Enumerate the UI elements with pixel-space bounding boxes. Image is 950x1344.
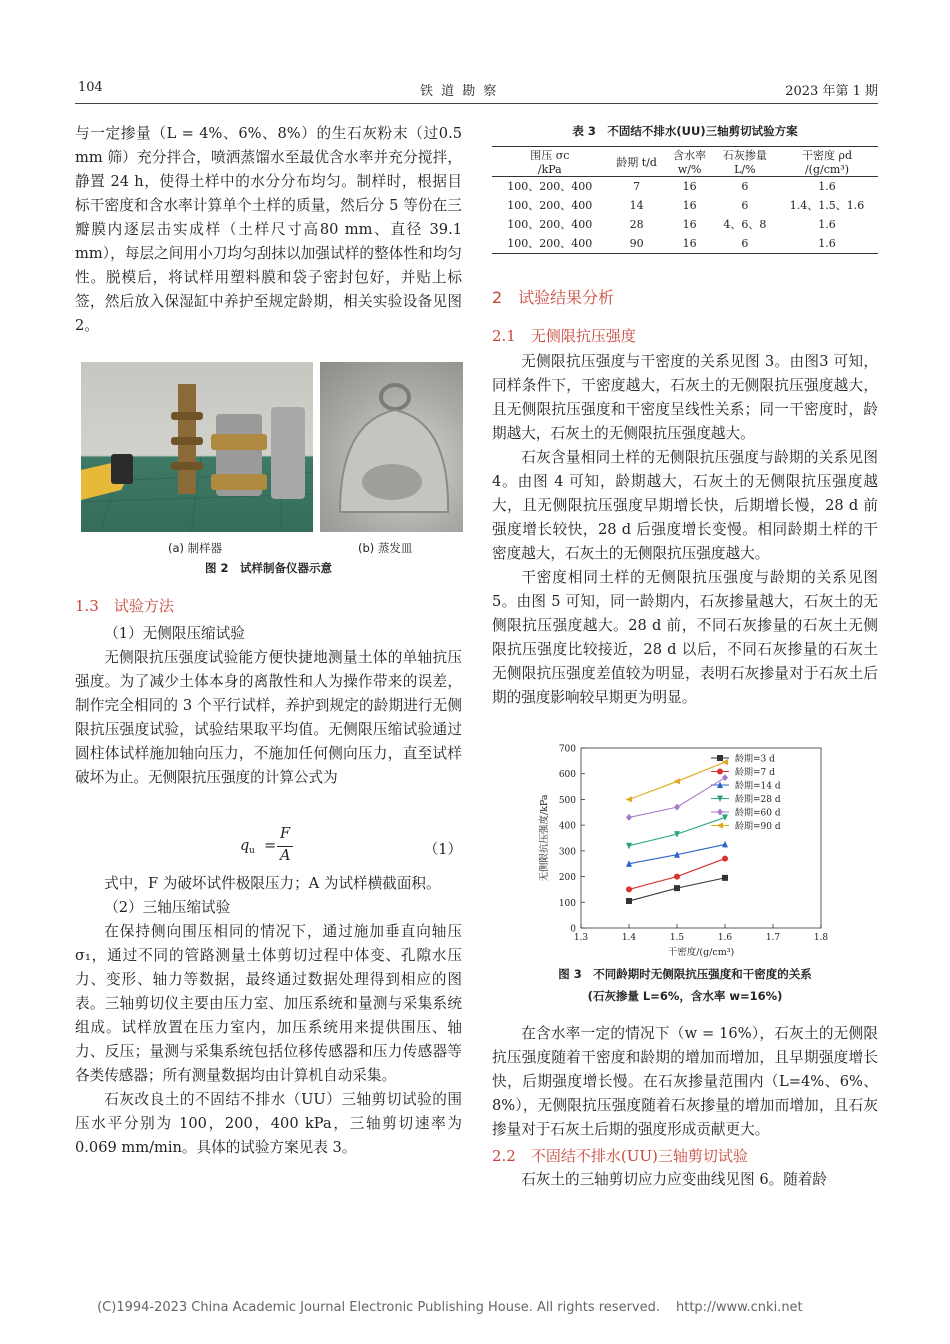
data-point <box>722 875 728 881</box>
data-point <box>717 755 723 761</box>
right-paragraph-2: 石灰含量相同土样的无侧限抗压强度与龄期的关系见图 4。由图 4 可知，龄期越大，石灰土的无侧限抗压强度越大，且无侧限抗压强度早期增长快，后期增长慢，28 d 前强度增长较快，28 d 后强度增长变慢。相同龄期土样的干密度越大，石灰土的无侧限抗压强度越大。 <box>492 449 878 562</box>
eq-numerator: F <box>280 826 291 842</box>
table-row: 100、200、400 90 16 6 1.6 <box>492 234 878 254</box>
fig2-caption: 图 2 试样制备仪器示意 <box>204 561 332 575</box>
fig3-caption-line1: 图 3 不同龄期时无侧限抗压强度和干密度的关系 <box>558 967 812 981</box>
eq-subscript: u <box>249 846 255 856</box>
data-point <box>626 814 632 821</box>
page-number: 104 <box>78 80 103 95</box>
fig2-label-a: (a) 制样器 <box>168 541 223 555</box>
evaporating-dish-illustration <box>320 362 463 532</box>
data-point <box>674 874 680 880</box>
x-axis-label: 干密度/(g/cm³) <box>667 947 735 958</box>
table3-header: 围压 σc /kPa <box>530 149 570 176</box>
legend-label: 龄期=90 d <box>735 822 781 832</box>
left-paragraph-4: 在保持侧向围压相同的情况下，通过施加垂直向轴压 σ₁，通过不同的管路测量土体剪切过程中体变、孔隙水压力、变形、轴力等数据，最终通过数据处理得到相应的图表。三轴剪切仪主要由压力室、加压系统和量测与采集系统组成。试样放置在压力室内，加压系统用来提供围压、轴力、反压；量测与采集系统包括位移传感器和压力传感器等各类传感器；所有测量数据均由计算机自动采集。 <box>75 923 462 1084</box>
eq-denominator: A <box>280 848 291 864</box>
legend-label: 龄期=7 d <box>735 768 775 778</box>
left-column <box>75 122 462 338</box>
x-tick-label: 1.8 <box>813 933 829 943</box>
eq-equals: = <box>264 838 277 854</box>
issue-label: 2023 年第 1 期 <box>785 84 878 99</box>
y-tick-label: 300 <box>558 847 576 858</box>
right-paragraph-1: 无侧限抗压强度与干密度的关系见图 3。由图3 可知，同样条件下，干密度越大，石灰土的无侧限抗压强度越大，且无侧限抗压强度和干密度呈线性关系；同一干密度时，龄期越大，石灰土的无侧限抗压强度越大。 <box>492 353 878 442</box>
fig2-label-b: (b) 蒸发皿 <box>358 541 413 555</box>
eq-fraction-bar <box>277 846 293 847</box>
right-column <box>492 286 878 710</box>
left-paragraph-2: 无侧限抗压强度试验能方便快捷地测量土体的单轴抗压强度。为了减少土体本身的离散性和人为操作带来的误差，制作完全相同的 3 个平行试样，养护到规定的龄期进行无侧限抗压强度试验，试验结果取平均值。无侧限压缩试验通过圆柱体试样施加轴向压力，不施加任何侧向压力，直至试样破坏为止。无侧限抗压强度的计算公式为 <box>75 649 462 786</box>
data-point <box>626 843 632 850</box>
legend-label: 龄期=3 d <box>735 754 775 765</box>
subheading-triaxial: （2）三轴压缩试验 <box>104 899 231 916</box>
left-paragraph-1: 与一定掺量（L = 4%、6%、8%）的生石灰粉末（过0.5 mm 筛）充分拌合，喷洒蒸馏水至最优含水率并充分搅拌，静置 24 h，使得土样中的水分分布均匀。制样时，根据目标干密度和含水率计算单个土样的质量，然后分 5 等份在三瓣膜内逐层击实成样（土样尺寸高80 mm、直径 39.1 mm），每层之间用小刀均匀刮抹以加强试样的整体性和均匀性。脱模后，将试样用塑料膜和袋子密封包好，并贴上标签，然后放入保湿缸中养护至规定龄期，相关实验设备见图 2。 <box>75 125 462 334</box>
table3-caption: 表 3 不固结不排水(UU)三轴剪切试验方案 <box>572 124 798 138</box>
table3-header: 含水率 w/% <box>673 149 707 176</box>
fig2-photo-evaporating-dish <box>320 362 463 532</box>
right-paragraph-4: 在含水率一定的情况下（w = 16%），石灰土的无侧限抗压强度随着干密度和龄期的增加而增加，且早期强度增长快，后期强度增长慢。在石灰掺量范围内（L=4%、6%、8%），无侧限抗压强度随着石灰掺量的增加而增加，且石灰掺量对于石灰土后期的强度形成贡献更大。 <box>492 1025 878 1138</box>
data-point <box>722 774 728 781</box>
right-paragraph-3: 干密度相同土样的无侧限抗压强度与龄期的关系见图 5。由图 5 可知，同一龄期内，石灰掺量越大，石灰土的无侧限抗压强度越大。28 d 前，不同石灰掺量的石灰土无侧限抗压强度比较接近，28 d 以后，不同石灰掺量的石灰土无侧限抗压强度差值较为明显，表明石灰掺量对于石灰土后期的强度影响较早期更为明显。 <box>492 569 878 706</box>
fig3-caption-line2: (石灰掺量 L=6%，含水率 w=16%) <box>587 989 783 1003</box>
x-tick-label: 1.3 <box>573 933 589 943</box>
y-tick-label: 0 <box>570 924 576 935</box>
table-row: 100、200、400 7 16 6 1.6 <box>507 180 836 193</box>
data-point <box>626 886 632 892</box>
table3-header: 龄期 t/d <box>616 155 657 169</box>
table3-header: 干密度 ρd /(g/cm³) <box>801 149 852 176</box>
equation-1 <box>240 826 462 866</box>
journal-name: 铁 道 勘 察 <box>420 84 499 99</box>
table3-header: 石灰掺量 L/% <box>722 149 767 176</box>
y-tick-label: 100 <box>558 898 576 909</box>
data-point <box>722 841 728 848</box>
footer-copyright: (C)1994-2023 China Academic Journal Electronic Publishing House. All rights reserved. <box>97 1300 660 1315</box>
left-column-lower <box>75 594 462 790</box>
x-tick-label: 1.5 <box>669 933 685 943</box>
y-tick-label: 200 <box>558 873 576 884</box>
footer-url: http://www.cnki.net <box>676 1300 803 1315</box>
y-axis-label: 无侧限抗压强度/kPa <box>539 794 550 882</box>
y-tick-label: 600 <box>558 770 576 781</box>
subheading-unconfined: （1）无侧限压缩试验 <box>104 625 245 642</box>
data-point <box>722 856 728 862</box>
eq-number: （1） <box>423 842 462 858</box>
data-point <box>674 778 681 784</box>
y-tick-label: 400 <box>558 821 576 832</box>
section-2-heading: 2 试验结果分析 <box>492 288 615 307</box>
legend-label: 龄期=60 d <box>735 808 781 819</box>
left-paragraph-3: 式中，F 为破坏试件极限压力；A 为试样横截面积。 <box>104 875 441 892</box>
left-paragraph-5: 石灰改良土的不固结不排水（UU）三轴剪切试验的围压水平分别为 100，200，400 kPa，三轴剪切速率为 0.069 mm/min。具体的试验方案见表 3。 <box>75 1091 462 1156</box>
table-row: 100、200、400 14 16 6 1.4、1.5、1.6 <box>507 199 865 212</box>
data-point <box>674 804 680 811</box>
data-point <box>626 796 633 802</box>
data-point <box>674 885 680 891</box>
x-tick-label: 1.7 <box>765 933 781 943</box>
left-column-bottom <box>75 872 462 1160</box>
x-tick-label: 1.6 <box>717 933 733 943</box>
table-row: 100、200、400 28 16 4、6、8 1.6 <box>507 218 836 231</box>
table3-grid <box>492 146 878 254</box>
data-point <box>626 898 632 904</box>
header-rule <box>75 103 878 104</box>
right-paragraph-5: 石灰土的三轴剪切应力应变曲线见图 6。随着龄 <box>521 1171 827 1188</box>
data-point <box>717 769 723 775</box>
x-tick-label: 1.4 <box>621 933 637 943</box>
eq-lhs: q <box>240 838 250 854</box>
right-column-bottom <box>492 1022 878 1192</box>
section-2-1-heading: 2.1 无侧限抗压强度 <box>492 327 636 345</box>
y-tick-label: 500 <box>558 795 576 806</box>
table3 <box>492 146 878 254</box>
section-2-2-heading: 2.2 不固结不排水(UU)三轴剪切试验 <box>492 1147 748 1165</box>
legend-label: 龄期=14 d <box>735 781 781 792</box>
legend-label: 龄期=28 d <box>735 795 781 805</box>
y-tick-label: 700 <box>558 744 576 755</box>
sample-maker-illustration <box>81 362 313 532</box>
data-point <box>717 823 724 829</box>
section-1-3-heading: 1.3 试验方法 <box>75 597 174 615</box>
plot-frame <box>581 748 821 928</box>
series-line <box>629 778 725 818</box>
fig2-photo-sample-maker <box>81 362 313 532</box>
fig3-chart <box>535 742 835 962</box>
